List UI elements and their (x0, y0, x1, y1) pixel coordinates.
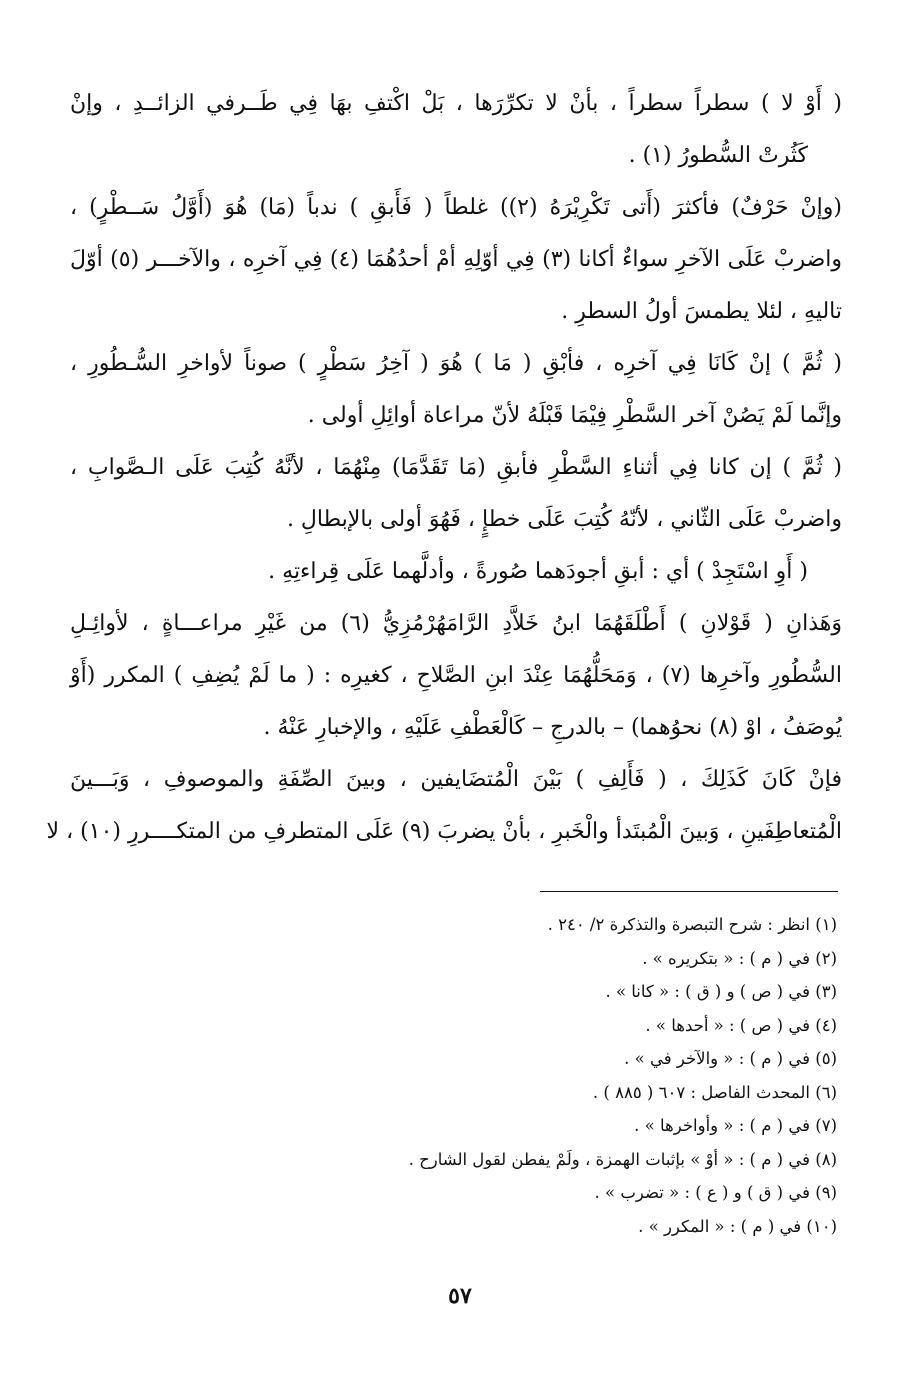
text-line: السُّطُورِ وآخرِها (٧) ، وَمَحَلُّهُمَا عِنْدَ ابنِ الصَّلاحِ ، كغيرِه : ( ما لَمْ يُضِفِ ) المكرر (أَوْ (70, 663, 842, 688)
text-line: وَهَذانِ ( قَوْلانِ ) أَطْلَقَهُمَا ابنُ خَلاَّدِ الرَّامَهُرْمُزِيُّ (٦) من غَيْرِ مراعـــاةٍ ، لأوائِـلِ (70, 611, 843, 636)
text-line: الْمُتعاطِفَينِ ، وَبينَ الْمُبتَدأ والْخَبرِ ، بأنْ يضربَ (٩) عَلَى المتطرفِ من المتكــــررِ (١٠) ، لا (46, 819, 842, 844)
footnote: (٢) في ( م ) : « بتكريره » . (642, 948, 837, 968)
paragraph (70, 338, 842, 442)
footnote: (٤) في ( ص ) : « أحدها » . (645, 1015, 837, 1035)
footnote: (٩) في ( ق ) و ( ع ) : « تضرب » . (594, 1183, 837, 1202)
text-line: ( أَوْ لا ) سطراً سطراً ، بأنْ لا تكرِّرَها ، بَلْ اكْتفِ بهَا فِي طَــرفي الزائــدِ ، وإنْ (70, 91, 842, 116)
footnote-separator (540, 891, 838, 892)
paragraph (46, 754, 842, 858)
footnote: (٣) في ( ص ) و ( ق ) : « كانا » . (605, 982, 837, 1001)
text-line: يُوصَفُ ، اوْ (٨) نحوُهما) – بالدرجِ – كَالْعَطْفِ عَلَيْهِ ، والإخبارِ عَنْهُ . (263, 715, 842, 740)
page-number: ٥٧ (448, 1283, 472, 1309)
text-line: واضربْ عَلَى الآخرِ سواءٌ أكانا (٣) فِي أوّلِهِ أمْ أحدُهُمَا (٤) فِي آخرِه ، والآخـــر (٥) أوّلَ (70, 247, 843, 272)
paragraph (70, 182, 842, 338)
text-line: تاليهِ ، لئلا يطمسَ أولُ السطرِ . (561, 299, 842, 324)
text-line: فإنْ كَانَ كَذَلِكَ ، ( فَأَلِفِ ) بَيْنَ الْمُتضَايفين ، وبينَ الصِّفَةِ والموصوفِ ، وَبَـــينَ (70, 767, 842, 792)
paragraph (70, 442, 842, 546)
text-line: ( أَوِ اسْتَجِدْ ) أي : أبقِ أجودَهما صُورةً ، وأدلَّهما عَلَى قِراءتِهِ . (268, 559, 808, 584)
main-text (46, 78, 843, 858)
footnotes (80, 908, 837, 1243)
paragraph (70, 546, 842, 598)
footnote: (٥) في ( م ) : « والآخر في » . (624, 1049, 837, 1068)
paragraph (70, 598, 842, 754)
paragraph (70, 78, 842, 182)
footnote: (٦) المحدث الفاصل : ٦٠٧ ( ٨٨٥ ) . (592, 1082, 837, 1102)
footnote: (١) انظر : شرح التبصرة والتذكرة ٢/ ٢٤٠ . (547, 915, 837, 934)
text-line: كَثُرتْ السُّطورُ (١) . (628, 143, 808, 168)
text-line: (وإنْ حَرْفٌ) فأكثرَ (أَتى تَكْرِيْرَهُ (٢)) غلطاً ( فَأَبقِ ) ندباً (مَا) هُوَ (أَوَّلُ سَــطْرٍ) ، (70, 195, 843, 220)
text-line: ( ثُمَّ ) إنْ كَانَا فِي آخرِه ، فأبْقِ ( مَا ) هُوَ ( آخِرُ سَطْرٍ ) صوناً لأواخرِ السُّـطُورِ ، (70, 351, 842, 376)
text-line: وإنَّما لَمْ يَصُنْ آخر السَّطْرِ فِيْمَا قَبْلَهُ لأنّ مراعاة أوائِلِ أولى . (307, 403, 842, 428)
text-line: ( ثُمَّ ) إن كانا فِي أثناءِ السَّطْرِ فأبقِ (مَا تَقَدَّمَا) مِنْهُمَا ، لأنَّهُ كُتِبَ عَلَى الـصَّوابِ ، (70, 455, 842, 480)
footnote: (١٠) في ( م ) : « المكرر » . (638, 1216, 837, 1236)
footnote: (٨) في ( م ) : « أوْ » بإثبات الهمزة ، ولَمْ يفطن لقول الشارح . (408, 1149, 837, 1169)
text-line: واضربْ عَلَى الثّاني ، لأنّهُ كُتِبَ عَلَى خطإٍ ، فَهُوَ أولى بالإبطالِ . (286, 507, 842, 532)
footnote: (٧) في ( م ) : « وأواخرها » . (634, 1116, 837, 1135)
